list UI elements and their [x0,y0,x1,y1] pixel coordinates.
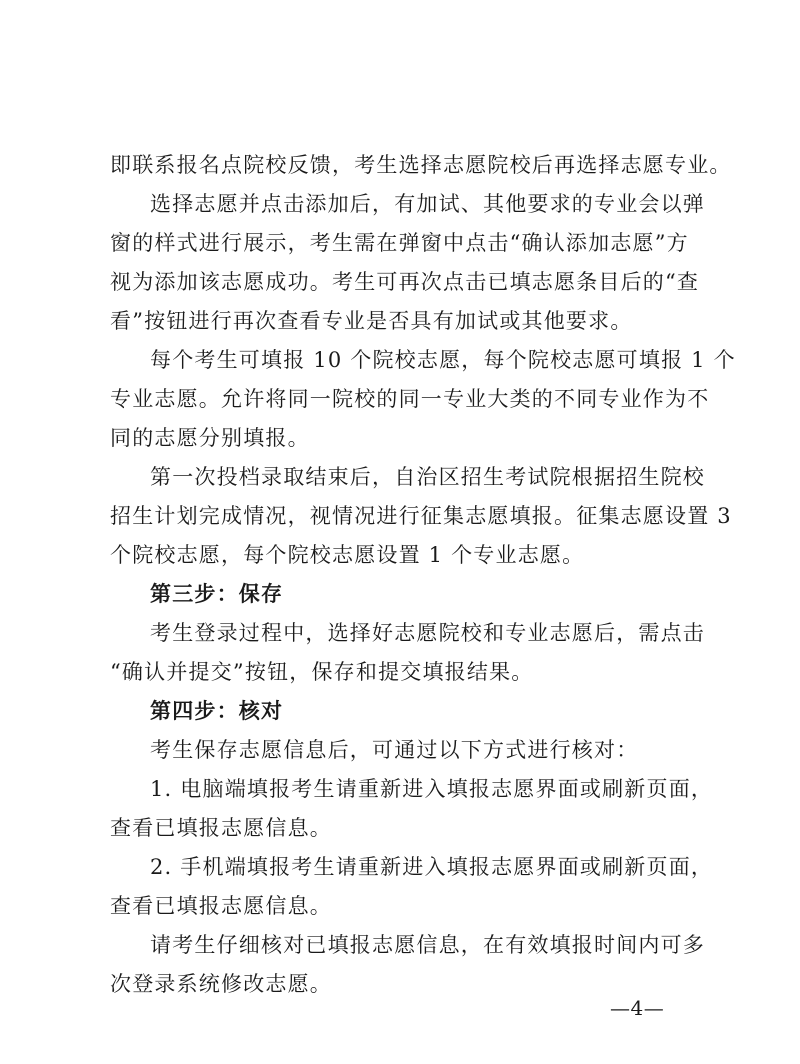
paragraph-line: 看”按钮进行再次查看专业是否具有加试或其他要求。 [110,309,633,333]
section-heading-step-four: 第四步：核对 [150,698,284,723]
list-item-line: 查看已填报志愿信息。 [110,894,332,918]
paragraph-line: 即联系报名点院校反馈，考生选择志愿院校后再选择志愿专业。 [110,153,732,177]
paragraph-line: 第一次投档录取结束后，自治区招生考试院根据招生院校 [150,465,705,489]
list-item-line: 1. 电脑端填报考生请重新进入填报志愿界面或刷新页面， [150,777,714,801]
page-number: —4— [610,996,665,1020]
paragraph-line: 请考生仔细核对已填报志愿信息，在有效填报时间内可多 [150,933,705,957]
paragraph-line: 次登录系统修改志愿。 [110,972,332,996]
paragraph-line: 同的志愿分别填报。 [110,426,310,450]
list-item-line: 2. 手机端填报考生请重新进入填报志愿界面或刷新页面， [150,855,714,879]
paragraph-line: 考生保存志愿信息后，可通过以下方式进行核对： [150,738,639,762]
section-heading-step-three: 第三步：保存 [150,581,284,606]
list-item-line: 查看已填报志愿信息。 [110,816,332,840]
paragraph-line: “确认并提交”按钮，保存和提交填报结果。 [110,660,534,684]
paragraph-line: 考生登录过程中，选择好志愿院校和专业志愿后，需点击 [150,621,705,645]
paragraph-line: 个院校志愿，每个院校志愿设置 1 个专业志愿。 [110,543,585,567]
paragraph-line: 招生计划完成情况，视情况进行征集志愿填报。征集志愿设置 3 [110,504,732,528]
paragraph-line: 窗的样式进行展示，考生需在弹窗中点击“确认添加志愿”方 [110,231,689,255]
paragraph-line: 视为添加该志愿成功。考生可再次点击已填志愿条目后的“查 [110,270,700,294]
paragraph-line: 每个考生可填报 10 个院校志愿，每个院校志愿可填报 1 个 [150,348,736,372]
paragraph-line: 专业志愿。允许将同一院校的同一专业大类的不同专业作为不 [110,387,710,411]
paragraph-line: 选择志愿并点击添加后，有加试、其他要求的专业会以弹 [150,192,705,216]
